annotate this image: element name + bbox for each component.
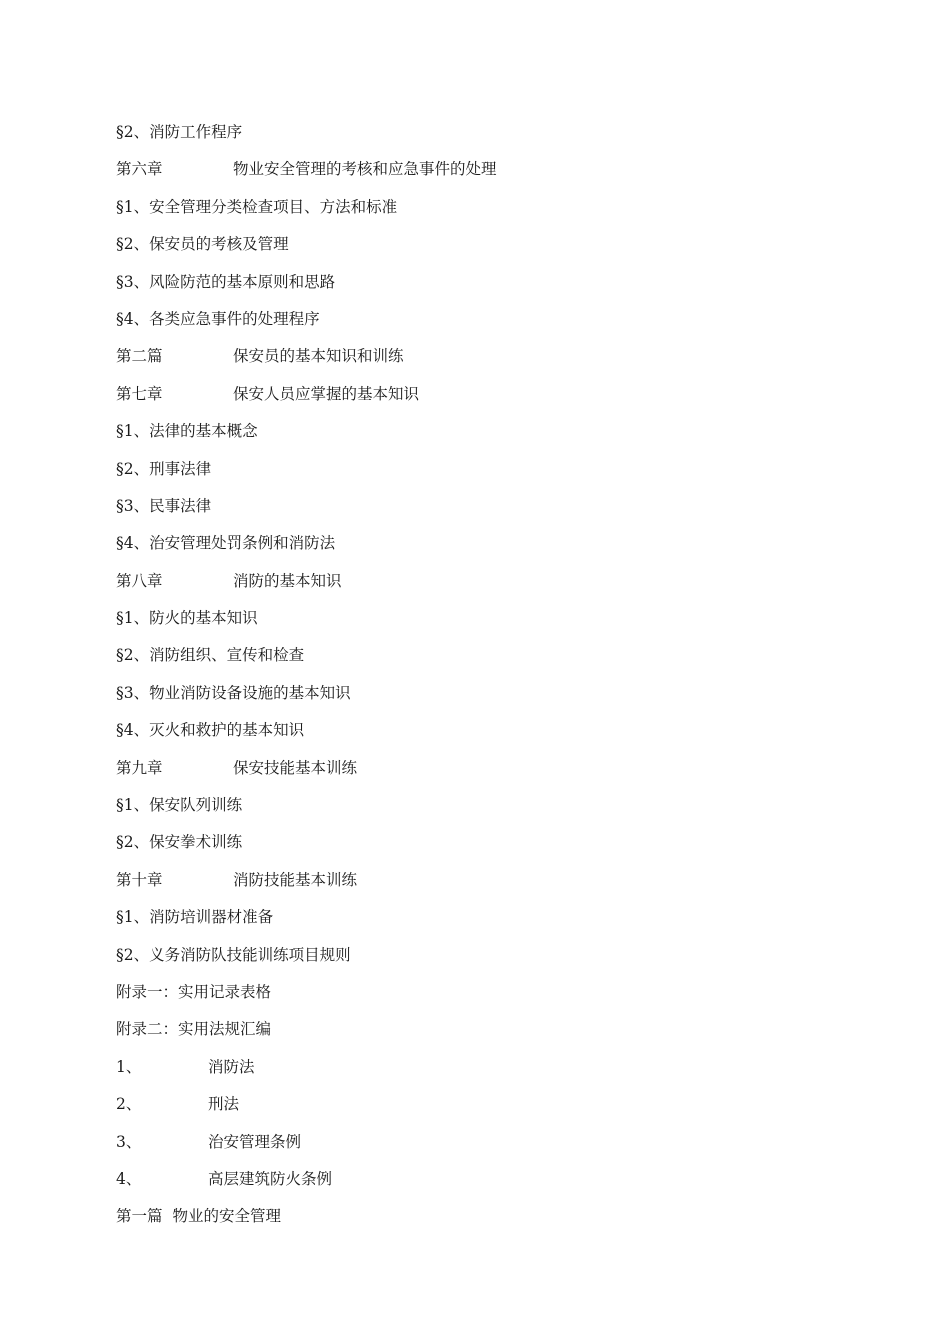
toc-line: [116, 680, 876, 717]
toc-item-title: 刑法: [208, 1095, 240, 1114]
toc-chapter-label: 第十章: [116, 870, 163, 889]
toc-section-text: 附录二：实用法规汇编: [116, 1020, 272, 1039]
toc-section-text: §2、保安员的考核及管理: [116, 235, 289, 254]
toc-chapter-label: 第七章: [116, 384, 163, 403]
toc-chapter-title: 物业安全管理的考核和应急事件的处理: [233, 160, 497, 179]
toc-part-title: 物业的安全管理: [172, 1207, 282, 1226]
toc-section-text: §2、保安拳术训练: [116, 833, 243, 852]
toc-line: [116, 530, 876, 567]
toc-line: [116, 418, 876, 455]
toc-line: [116, 1016, 876, 1053]
toc-line: [116, 829, 876, 866]
toc-section-text: §1、安全管理分类检查项目、方法和标准: [116, 197, 398, 216]
toc-section-text: §4、灭火和救护的基本知识: [116, 721, 305, 740]
toc-section-text: §2、消防组织、宣传和检查: [116, 646, 305, 665]
toc-line: [116, 942, 876, 979]
toc-line: [116, 194, 876, 231]
toc-line: [116, 755, 876, 792]
toc-item-number: 2、: [116, 1095, 142, 1114]
toc-line: [116, 231, 876, 268]
toc-line: [116, 867, 876, 904]
toc-item-number: 1、: [116, 1057, 142, 1076]
toc-section-text: §1、防火的基本知识: [116, 609, 258, 628]
toc-section-text: §2、刑事法律: [116, 459, 212, 478]
table-of-contents: [116, 119, 876, 1241]
toc-item-title: 高层建筑防火条例: [208, 1169, 333, 1188]
toc-section-text: §1、法律的基本概念: [116, 422, 258, 441]
toc-part-label: 第一篇: [116, 1207, 163, 1226]
toc-section-text: §4、治安管理处罚条例和消防法: [116, 534, 336, 553]
toc-line: [116, 343, 876, 380]
toc-section-text: §3、物业消防设备设施的基本知识: [116, 683, 351, 702]
toc-line: [116, 1129, 876, 1166]
toc-chapter-label: 第六章: [116, 160, 163, 179]
toc-line: [116, 904, 876, 941]
toc-section-text: §2、义务消防队技能训练项目规则: [116, 945, 351, 964]
toc-chapter-title: 保安员的基本知识和训练: [233, 347, 404, 366]
toc-chapter-label: 第九章: [116, 758, 163, 777]
toc-line: [116, 717, 876, 754]
toc-line: [116, 493, 876, 530]
toc-line: [116, 456, 876, 493]
toc-line: [116, 792, 876, 829]
toc-line: [116, 1091, 876, 1128]
toc-section-text: §1、保安队列训练: [116, 796, 243, 815]
toc-line: [116, 269, 876, 306]
toc-section-text: §3、风险防范的基本原则和思路: [116, 272, 336, 291]
toc-chapter-title: 消防技能基本训练: [233, 870, 358, 889]
toc-line: [116, 605, 876, 642]
toc-item-title: 治安管理条例: [208, 1132, 302, 1151]
toc-section-text: §3、民事法律: [116, 496, 212, 515]
toc-item-number: 4、: [116, 1169, 142, 1188]
toc-chapter-title: 保安技能基本训练: [233, 758, 358, 777]
toc-line: [116, 1166, 876, 1203]
toc-line: [116, 568, 876, 605]
toc-line: [116, 642, 876, 679]
toc-section-text: §2、消防工作程序: [116, 123, 243, 141]
toc-chapter-label: 第八章: [116, 571, 163, 590]
toc-line: [116, 381, 876, 418]
toc-line: [116, 119, 876, 156]
toc-item-title: 消防法: [208, 1057, 255, 1076]
toc-chapter-title: 消防的基本知识: [233, 571, 342, 590]
toc-item-number: 3、: [116, 1132, 142, 1151]
toc-section-text: 附录一：实用记录表格: [116, 982, 272, 1001]
toc-line: [116, 1203, 876, 1240]
toc-line: [116, 306, 876, 343]
toc-section-text: §1、消防培训器材准备: [116, 908, 274, 927]
toc-chapter-title: 保安人员应掌握的基本知识: [233, 384, 420, 403]
toc-section-text: §4、各类应急事件的处理程序: [116, 309, 320, 328]
toc-line: [116, 1054, 876, 1091]
toc-line: [116, 979, 876, 1016]
toc-chapter-label: 第二篇: [116, 347, 163, 366]
toc-line: [116, 156, 876, 193]
